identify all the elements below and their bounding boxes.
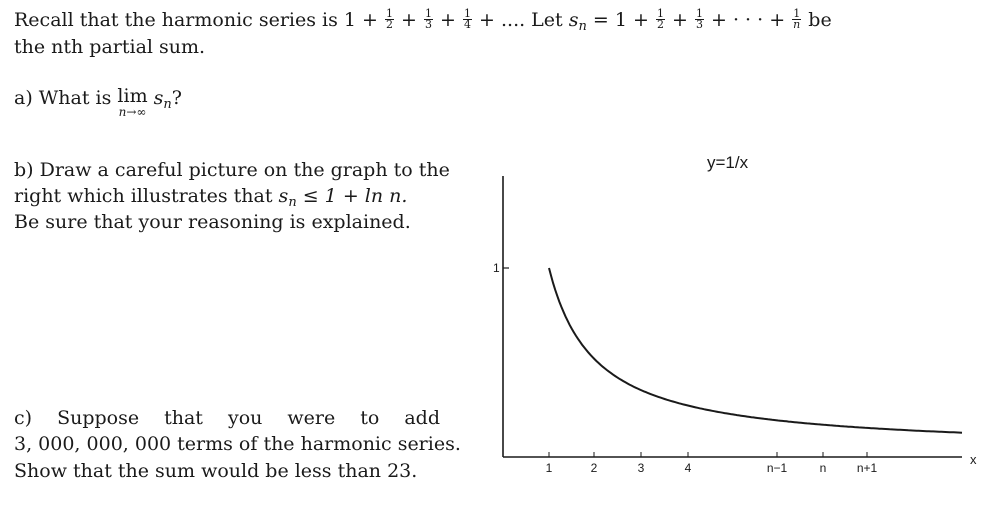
intro-be: be <box>802 9 832 31</box>
part-a-text: a) What is <box>14 87 118 109</box>
fraction-one-over-n: $\frac{1}{n}$ <box>793 6 801 31</box>
x-tick-labels <box>546 452 878 475</box>
fraction-third: $\frac{1}{3}$ <box>424 6 432 31</box>
fraction-half-2: $\frac{1}{2}$ <box>656 6 664 31</box>
intro-line-1: Recall that the harmonic series is 1 + $\frac{1}{2}$ + $\frac{1}{3}$ + $\frac{1}{4}$ + .... Let $s_n = 1$ + $\frac{1}{2}$ + $\frac{1}{3}$ + · · · + $\frac{1}{n}$ be <box>14 6 832 34</box>
x-tick-label: n <box>819 461 827 475</box>
part-a-sn: s <box>153 87 164 109</box>
curve-label: y=1/x <box>707 153 749 172</box>
x-tick-label: 2 <box>590 461 598 475</box>
x-tick-label: n+1 <box>856 461 878 475</box>
x-tick-label: n−1 <box>766 461 788 475</box>
part-c-line-2: 3, 000, 000, 000 terms of the harmonic series. <box>14 433 461 455</box>
intro-line-2: the nth partial sum. <box>14 36 206 58</box>
fraction-quarter: $\frac{1}{4}$ <box>463 6 471 31</box>
x-axis-label: x <box>970 452 977 467</box>
part-a-qmark: ? <box>171 87 182 109</box>
part-b-line-1: b) Draw a careful picture on the graph to the <box>14 159 450 181</box>
intro-text-start: Recall that the harmonic series is 1 + <box>14 9 384 31</box>
part-a-sn-sub: n <box>163 97 172 112</box>
lim-subscript: n→∞ <box>118 105 147 119</box>
fraction-half: $\frac{1}{2}$ <box>385 6 393 31</box>
sn-symbol: s <box>568 9 579 31</box>
curve-y-equals-1-over-x <box>549 268 962 433</box>
fraction-third-2: $\frac{1}{3}$ <box>695 6 703 31</box>
part-b-line-3: Be sure that your reasoning is explained. <box>14 211 411 233</box>
x-tick-label: 1 <box>545 461 553 475</box>
y-tick-label-1: 1 <box>493 261 500 275</box>
x-tick-label: 3 <box>637 461 645 475</box>
part-b-sn-sub: n <box>288 195 297 210</box>
x-tick-label: 4 <box>684 461 692 475</box>
part-c-line-1: c) Suppose that you were to add <box>14 407 440 429</box>
part-b-inequality: ≤ 1 + ln n. <box>296 185 408 207</box>
sn-subscript: n <box>578 19 587 34</box>
intro-text-end: + .... Let <box>472 9 569 31</box>
part-b-sn: s <box>278 185 289 207</box>
lim-word: lim <box>117 85 148 107</box>
part-b-line-2-text: right which illustrates that <box>14 185 279 207</box>
part-c-line-3: Show that the sum would be less than 23. <box>14 460 418 482</box>
